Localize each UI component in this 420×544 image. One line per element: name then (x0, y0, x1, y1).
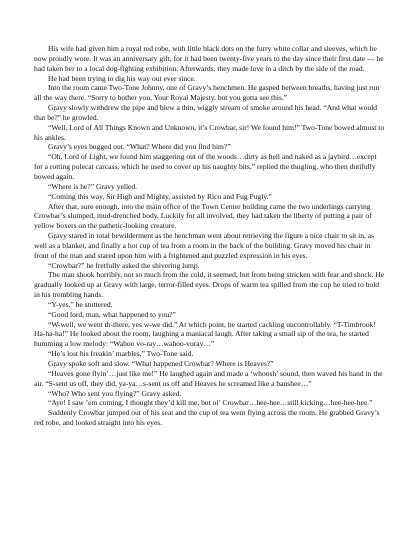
paragraph: “W-well, we went th-there, yes w-we did.” At which point, he started cackling uncontrollably. “T-Timbrook! Ha-ha-ha!” He looked about the room, laughing a maniacal laugh. After taking a small sip of the tea, he started humming a low melody: “Wahoo vo-ray…wahoo-voray…” (34, 319, 376, 349)
paragraph: “Good lord, man, what happened to you?” (48, 309, 176, 319)
paragraph: “Crowbar?” he fretfully asked the shivering lump. (48, 260, 200, 270)
paragraph: The man shook horribly, not so much from the cold, it seemed, but from being stricken with fear and shock. He gradually looked up at Gravy with large, terror-filled eyes. Drops of warm tea spilled from the cup he tried to hold in his trembling hands. (34, 270, 385, 300)
paragraph: “Heaves gone flyin’…just like me!” He laughed again and made a ‘whoosh’ sound, then waved his hand in the air. “S-sent us off, they did, ya-ya…s-sent us off and Heaves he screamed like a banshee…” (34, 368, 383, 388)
paragraph: Gravy slowly withdrew the pipe and blew a thin, wiggly stream of smoke around his head. “And what would that be?” he growled. (34, 103, 378, 122)
paragraph: Suddenly Crowbar jumped out of his seat and the cup of tea went flying across the room. He grabbed Gravy’s red robe, and looked straight into his eyes. (34, 408, 380, 428)
paragraph: “Oh, Lord of Light, we found him staggering out of the woods…dirty as hell and naked as a jaybird…except for a rotting polecat carcass, which he used to cover up his naughty bits,” replied the thugling, who then dutifully bowed again. (34, 152, 377, 181)
paragraph: Gravy’s eyes bugged out. “What? Where did you find him?” (48, 142, 231, 152)
paragraph: His wife had given him a royal red robe, with little black dots on the furry white collar and sleeves, which he now proudly wore. It was an anniversary gift, for it had been twenty-five years to the day since their first date — he had taken her to a local dog-fighting exhibition. Afterwards, they made love in a ditch by the side of the road. (34, 44, 384, 73)
paragraph: “Coming this way, Sir High and Mighty, assisted by Rico and Fug Pugly.” (48, 191, 272, 201)
paragraph: “He’s lost his freakin’ marbles,” Two-Tone said. (48, 349, 194, 359)
paragraph: He had been trying to dig his way out ever since. (48, 73, 196, 83)
paragraph: After that, sure enough, into the main office of the Town Center building came the two underlings carrying Crowbar’s slumped, mud-drenched body. Luckily for all involved, they had taken the liberty of putting a pair of yellow boxers on the pathetic-looking creature. (34, 201, 372, 231)
paragraph: Into the room came Two-Tone Johnny, one of Gravy’s henchmen. He gasped between breaths, having just run all the way there. “Sorry to bother you, Your Royal Majesty, but you gotta see this.” (34, 83, 380, 103)
paragraph: “Y-yes,” he stuttered. (48, 299, 113, 309)
paragraph: Gravy spoke soft and slow. “What happened Crowbar? Where is Heaves?” (48, 359, 274, 368)
paragraph: “Who? Who sent you flying?” Gravy asked. (48, 388, 182, 398)
paragraph: Gravy stared in total bewilderment as the henchman went about retrieving the figure a nice chair to sit in, as well as a blanket, and finally a hot cup of tea from a room in the back of the building. Gravy moved his chair in front of the man and stared upon him with a frightened and puzzled expression in his eyes. (34, 231, 375, 260)
paragraph: “Well, Lord of All Things Known and Unknown, it’s Crowbar, sir! We found him!” Two-Tone bowed almost to his ankles. (34, 122, 385, 142)
paragraph: “Where is he?” Gravy yelled. (48, 181, 138, 191)
paragraph: “Aye! I saw ’em coming, I thought they’d kill me, but ol’ Crowbar…hee-hee…still kicking…hee-hee-hee.” (48, 398, 373, 408)
